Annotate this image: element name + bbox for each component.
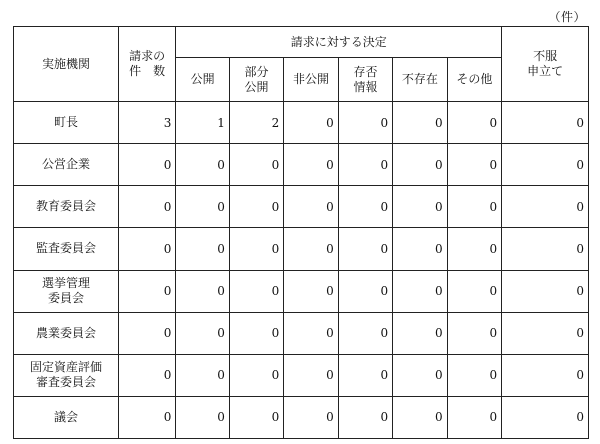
table-row xyxy=(14,354,589,396)
other-cell: 0 xyxy=(447,270,502,312)
nondisclosed-cell: 0 xyxy=(284,186,338,228)
nondisclosed-cell: 0 xyxy=(284,270,338,312)
existence-cell: 0 xyxy=(338,396,392,438)
disclosed-cell: 1 xyxy=(176,102,229,144)
nondisclosed-cell: 0 xyxy=(284,102,338,144)
nonexistent-cell: 0 xyxy=(393,354,447,396)
partial-cell: 2 xyxy=(229,102,283,144)
table-body xyxy=(14,102,589,439)
table-row xyxy=(14,312,589,354)
disclosed-cell: 0 xyxy=(176,354,229,396)
request-count-cell: 0 xyxy=(118,186,175,228)
agency-cell: 町長 xyxy=(14,102,119,144)
disclosed-cell: 0 xyxy=(176,396,229,438)
nonexistent-cell: 0 xyxy=(393,102,447,144)
nonexistent-cell: 0 xyxy=(393,312,447,354)
other-cell: 0 xyxy=(447,228,502,270)
nonexistent-cell: 0 xyxy=(393,396,447,438)
disclosed-cell: 0 xyxy=(176,186,229,228)
existence-cell: 0 xyxy=(338,312,392,354)
table-row xyxy=(14,396,589,438)
other-cell: 0 xyxy=(447,396,502,438)
request-count-cell: 0 xyxy=(118,144,175,186)
table-row xyxy=(14,270,589,312)
appeal-cell: 0 xyxy=(502,396,589,438)
nonexistent-cell: 0 xyxy=(393,186,447,228)
agency-cell: 公営企業 xyxy=(14,144,119,186)
partial-cell: 0 xyxy=(229,270,283,312)
other-cell: 0 xyxy=(447,186,502,228)
nondisclosed-cell: 0 xyxy=(284,228,338,270)
appeal-cell: 0 xyxy=(502,270,589,312)
unit-label: （件） xyxy=(548,10,586,24)
nonexistent-cell: 0 xyxy=(393,270,447,312)
header-decision-disclosed: 公開 xyxy=(176,58,229,102)
appeal-cell: 0 xyxy=(502,312,589,354)
agency-cell: 教育委員会 xyxy=(14,186,119,228)
table-row xyxy=(14,228,589,270)
other-cell: 0 xyxy=(447,354,502,396)
other-cell: 0 xyxy=(447,144,502,186)
other-cell: 0 xyxy=(447,312,502,354)
partial-cell: 0 xyxy=(229,144,283,186)
partial-cell: 0 xyxy=(229,396,283,438)
existence-cell: 0 xyxy=(338,354,392,396)
nondisclosed-cell: 0 xyxy=(284,312,338,354)
nonexistent-cell: 0 xyxy=(393,228,447,270)
appeal-cell: 0 xyxy=(502,144,589,186)
header-decision-nonexistent: 不存在 xyxy=(393,58,447,102)
request-count-cell: 0 xyxy=(118,270,175,312)
agency-cell: 固定資産評価 審査委員会 xyxy=(14,354,119,396)
header-decision-group: 請求に対する決定 xyxy=(176,27,502,58)
table-row xyxy=(14,102,589,144)
request-count-cell: 0 xyxy=(118,228,175,270)
other-cell: 0 xyxy=(447,102,502,144)
nondisclosed-cell: 0 xyxy=(284,396,338,438)
header-appeal: 不服 申立て xyxy=(502,27,589,102)
nondisclosed-cell: 0 xyxy=(284,144,338,186)
table-row xyxy=(14,144,589,186)
existence-cell: 0 xyxy=(338,144,392,186)
existence-cell: 0 xyxy=(338,186,392,228)
agency-cell: 監査委員会 xyxy=(14,228,119,270)
header-decision-partial: 部分 公開 xyxy=(229,58,283,102)
header-decision-other: その他 xyxy=(447,58,502,102)
partial-cell: 0 xyxy=(229,312,283,354)
existence-cell: 0 xyxy=(338,102,392,144)
disclosure-requests-table xyxy=(13,26,589,439)
header-decision-nondisclosed: 非公開 xyxy=(284,58,338,102)
header-decision-existence: 存否 情報 xyxy=(338,58,392,102)
disclosed-cell: 0 xyxy=(176,312,229,354)
agency-cell: 農業委員会 xyxy=(14,312,119,354)
agency-cell: 選挙管理 委員会 xyxy=(14,270,119,312)
disclosed-cell: 0 xyxy=(176,144,229,186)
partial-cell: 0 xyxy=(229,354,283,396)
existence-cell: 0 xyxy=(338,228,392,270)
header-agency: 実施機関 xyxy=(14,27,119,102)
appeal-cell: 0 xyxy=(502,354,589,396)
partial-cell: 0 xyxy=(229,186,283,228)
request-count-cell: 0 xyxy=(118,312,175,354)
appeal-cell: 0 xyxy=(502,186,589,228)
request-count-cell: 0 xyxy=(118,396,175,438)
appeal-cell: 0 xyxy=(502,228,589,270)
request-count-cell: 3 xyxy=(118,102,175,144)
nondisclosed-cell: 0 xyxy=(284,354,338,396)
disclosed-cell: 0 xyxy=(176,228,229,270)
partial-cell: 0 xyxy=(229,228,283,270)
request-count-cell: 0 xyxy=(118,354,175,396)
header-request-count: 請求の 件 数 xyxy=(118,27,175,102)
disclosed-cell: 0 xyxy=(176,270,229,312)
table-row xyxy=(14,186,589,228)
appeal-cell: 0 xyxy=(502,102,589,144)
agency-cell: 議会 xyxy=(14,396,119,438)
nonexistent-cell: 0 xyxy=(393,144,447,186)
existence-cell: 0 xyxy=(338,270,392,312)
